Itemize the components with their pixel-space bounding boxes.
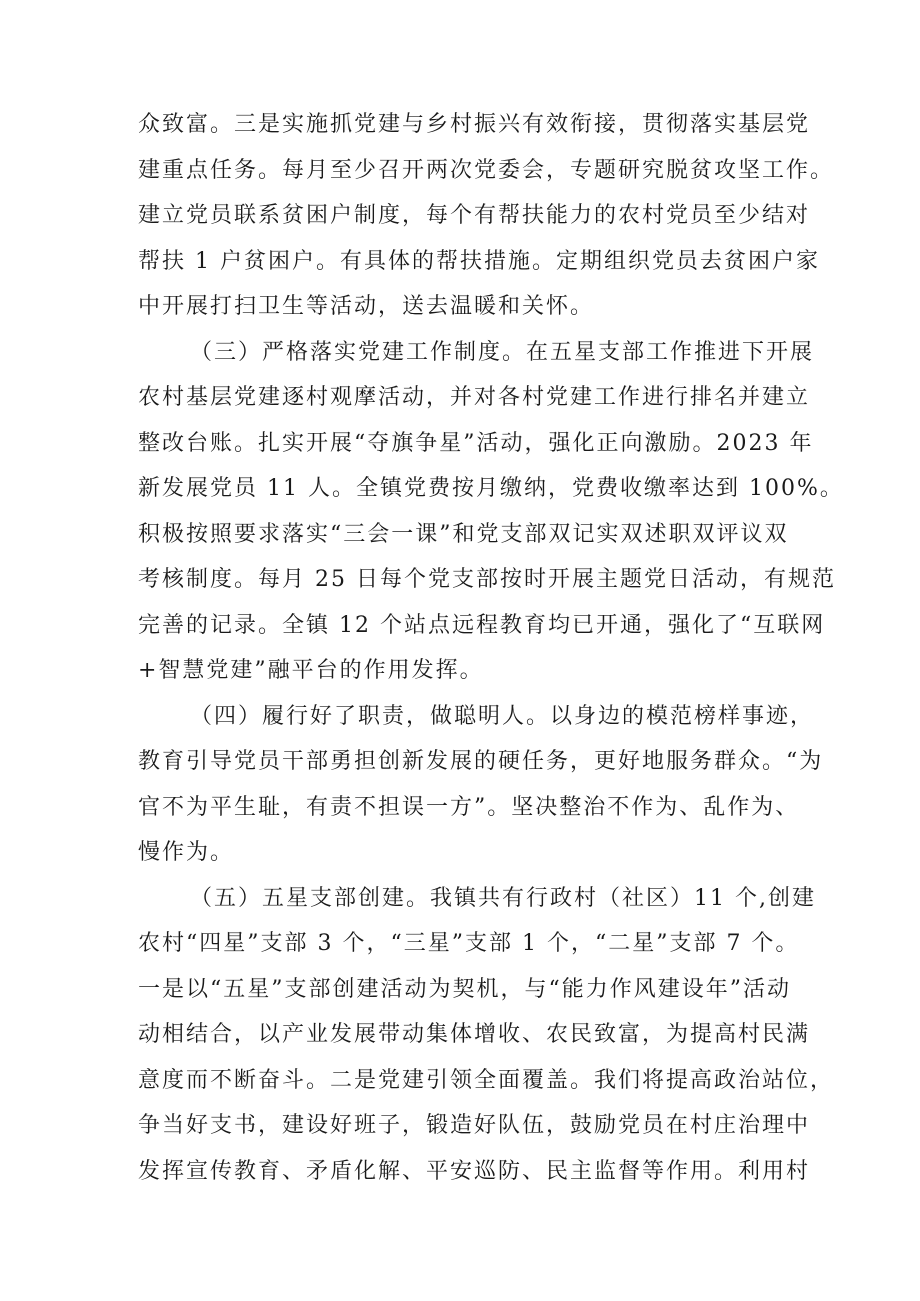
paragraph-heading-4: （四）履行好了职责，做聪明人。以身边的模范榜样事迹， bbox=[190, 703, 815, 729]
text-line: +智慧党建”融平台的作用发挥。 bbox=[138, 658, 484, 683]
text-line: 慢作为。 bbox=[138, 840, 235, 865]
text-line: 发挥宣传教育、矛盾化解、平安巡防、民主监督等作用。利用村 bbox=[138, 1158, 811, 1184]
text-line: 中开展打扫卫生等活动，送去温暖和关怀。 bbox=[138, 294, 595, 319]
text-line: 官不为平生耻，有责不担误一方”。坚决整治不作为、乱作为、 bbox=[138, 794, 800, 820]
document-body bbox=[138, 102, 844, 1194]
text-line: 一是以“五星”支部创建活动为契机，与“能力作风建设年”活动 bbox=[138, 976, 791, 1002]
text-line: 帮扶 1 户贫困户。有具体的帮扶措施。定期组织党员去贫困户家 bbox=[138, 248, 820, 274]
text-line: 农村“四星”支部 3 个，“三星”支部 1 个，“二星”支部 7 个。 bbox=[138, 931, 800, 956]
text-line: 完善的记录。全镇 12 个站点远程教育均已开通，强化了“互联网 bbox=[138, 612, 826, 638]
text-line: 教育引导党员干部勇担创新发展的硬任务，更好地服务群众。“为 bbox=[138, 749, 824, 774]
text-line: 众致富。三是实施抓党建与乡村振兴有效衔接，贯彻落实基层党 bbox=[138, 112, 811, 137]
text-line: 整改台账。扎实开展“夺旗争星”活动，强化正向激励。2023 年 bbox=[138, 430, 814, 456]
text-line: 动相结合，以产业发展带动集体增收、农民致富，为提高村民满 bbox=[138, 1022, 811, 1047]
text-line: 新发展党员 11 人。全镇党费按月缴纳，党费收缴率达到 100%。 bbox=[138, 476, 844, 501]
text-line: 建立党员联系贫困户制度，每个有帮扶能力的农村党员至少结对 bbox=[138, 203, 811, 228]
text-line: 考核制度。每月 25 日每个党支部按时开展主题党日活动，有规范 bbox=[138, 567, 836, 592]
text-line: 农村基层党建逐村观摩活动，并对各村党建工作进行排名并建立 bbox=[138, 385, 811, 410]
paragraph-heading-5: （五）五星支部创建。我镇共有行政村（社区）11 个,创建 bbox=[190, 885, 816, 911]
text-line: 积极按照要求落实“三会一课”和党支部双记实双述职双评议双 bbox=[138, 521, 789, 547]
paragraph-heading-3: （三）严格落实党建工作制度。在五星支部工作推进下开展 bbox=[190, 339, 815, 365]
text-line: 意度而不断奋斗。二是党建引领全面覆盖。我们将提高政治站位， bbox=[138, 1067, 835, 1093]
text-line: 建重点任务。每月至少召开两次党委会，专题研究脱贫攻坚工作。 bbox=[138, 157, 835, 183]
text-line: 争当好支书，建设好班子，锻造好队伍，鼓励党员在村庄治理中 bbox=[138, 1113, 811, 1138]
